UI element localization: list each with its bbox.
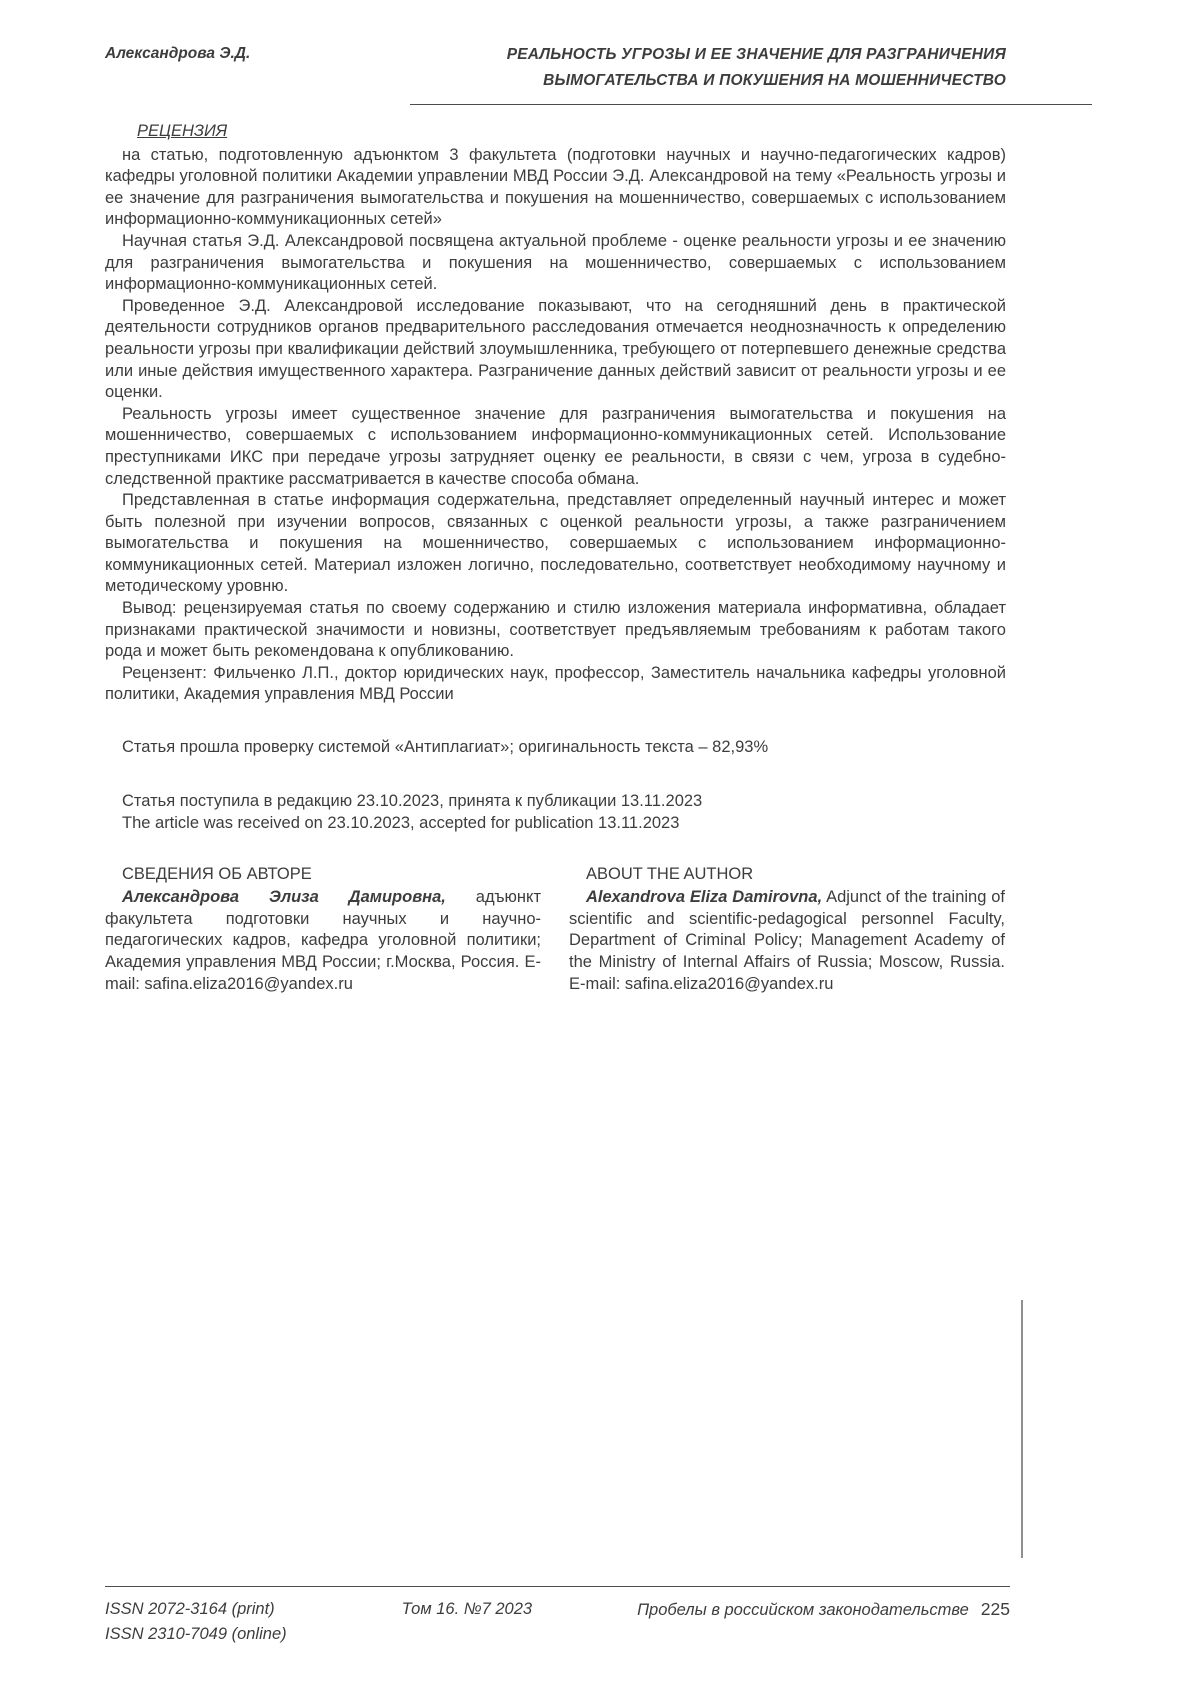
- review-paragraph: Проведенное Э.Д. Александровой исследование показывают, что на сегодняшний день в практической деятельности сотрудников органов предварительного расследования отмечается неоднозначность к определению реальности угрозы при квалификации действий злоумышленника, требующего от потерпевшего денежные средства или иные действия имущественного характера. Разграничение данных действий зависит от реальности угрозы и ее оценки.: [105, 296, 1006, 402]
- page-number: 225: [980, 1599, 1010, 1619]
- about-author-en-heading: ABOUT THE AUTHOR: [586, 864, 754, 883]
- review-paragraph: Научная статья Э.Д. Александровой посвящена актуальной проблеме - оценке реальности угрозы и ее значению для разграничения вымогательства и покушения на мошенничество, совершаемых с использованием информационно-коммуникационных сетей.: [105, 231, 1006, 294]
- about-author-ru: [105, 864, 541, 996]
- received-dates: [105, 790, 1006, 834]
- running-head-title-line2: ВЫМОГАТЕЛЬСТВА И ПОКУШЕНИЯ НА МОШЕННИЧЕСТВО: [543, 72, 1006, 89]
- footer-issn: [105, 1597, 287, 1647]
- header-rule: [410, 104, 1092, 105]
- review-section: [105, 121, 1006, 706]
- review-paragraph: Рецензент: Фильченко Л.П., доктор юридических наук, профессор, Заместитель начальника кафедры уголовной политики, Академия управления МВД России: [105, 663, 1006, 704]
- running-header: [105, 42, 1006, 94]
- running-head-title-line1: РЕАЛЬНОСТЬ УГРОЗЫ И ЕЕ ЗНАЧЕНИЕ ДЛЯ РАЗГРАНИЧЕНИЯ: [506, 46, 1006, 63]
- review-paragraph: Представленная в статье информация содержательна, представляет определенный научный интерес и может быть полезной при изучении вопросов, связанных с оценкой реальности угрозы, а также разграничением вымогательства и покушения на мошенничество, совершаемых с использованием информационно-коммуникационных сетей. Материал изложен логично, последовательно, соответствует необходимому научному и методическому уровню.: [105, 491, 1006, 596]
- review-heading-row: [105, 121, 1006, 145]
- journal-title: Пробелы в российском законодательстве: [637, 1601, 969, 1619]
- review-paragraph: Реальность угрозы имеет существенное значение для разграничения вымогательства и покушения на мошенничество, совершаемых с использованием информационно-коммуникационных сетей. Использование преступниками ИКС при передаче угрозы затрудняет оценку ее реальности, в связи с чем, угроза в судебно-следственной практике рассматривается в качестве способа обмана.: [105, 404, 1006, 488]
- page-content: [105, 42, 1006, 995]
- review-heading: РЕЦЕНЗИЯ: [137, 122, 228, 140]
- about-author-ru-heading: СВЕДЕНИЯ ОБ АВТОРЕ: [122, 864, 312, 883]
- author-name-en: Alexandrova Eliza Damirovna,: [586, 888, 823, 907]
- author-affiliation-ru: адъюнкт факультета подготовки научных и научно-педагогических кадров, кафедра уголовной политики; Академия управления МВД России; г.Москва, Россия. E-mail: safina.eliza2016@yandex.ru: [105, 888, 541, 993]
- page-footer: [105, 1597, 1010, 1647]
- received-date-ru: Статья поступила в редакцию 23.10.2023, принята к публикации 13.11.2023: [122, 791, 703, 810]
- running-head-author: Александрова Э.Д.: [105, 45, 251, 62]
- about-author-en: [569, 864, 1005, 996]
- about-author-ru-text: [105, 887, 541, 995]
- antiplagiat-note: Статья прошла проверку системой «Антиплагиат»; оригинальность текста – 82,93%: [122, 738, 769, 757]
- issn-online: ISSN 2310-7049 (online): [105, 1625, 287, 1643]
- issn-print: ISSN 2072-3164 (print): [105, 1600, 275, 1618]
- about-author-section: [105, 864, 1006, 996]
- footer-volume: Том 16. №7 2023: [401, 1600, 533, 1618]
- footer-journal: [637, 1597, 1010, 1623]
- review-paragraph: на статью, подготовленную адъюнктом 3 факультета (подготовки научных и научно-педагогических кадров) кафедры уголовной политики Академии управлении МВД России Э.Д. Александровой на тему «Реальность угрозы и ее значение для разграничения вымогательства и покушения на мошенничество, совершаемых с использованием информационно-коммуникационных сетей»: [105, 145, 1006, 229]
- author-name-ru: Александрова Элиза Дамировна,: [122, 888, 446, 907]
- author-affiliation-en: Adjunct of the training of scientific and scientific-pedagogical personnel Faculty, Department of Criminal Policy; Management Academy of the Ministry of Internal Affairs of Russia; Moscow, Russia. E-mail: safina.eliza2016@yandex.ru: [569, 888, 1005, 993]
- about-author-en-text: [569, 887, 1005, 995]
- received-date-en: The article was received on 23.10.2023, accepted for publication 13.11.2023: [122, 813, 680, 832]
- running-head-title: [507, 42, 1006, 94]
- right-vertical-rule: [1021, 1300, 1023, 1558]
- footer-rule: [105, 1586, 1010, 1587]
- review-paragraph: Вывод: рецензируемая статья по своему содержанию и стилю изложения материала информативна, обладает признаками практической значимости и новизны, соответствует предъявляемым требованиям к работам такого рода и может быть рекомендована к опубликованию.: [105, 599, 1006, 661]
